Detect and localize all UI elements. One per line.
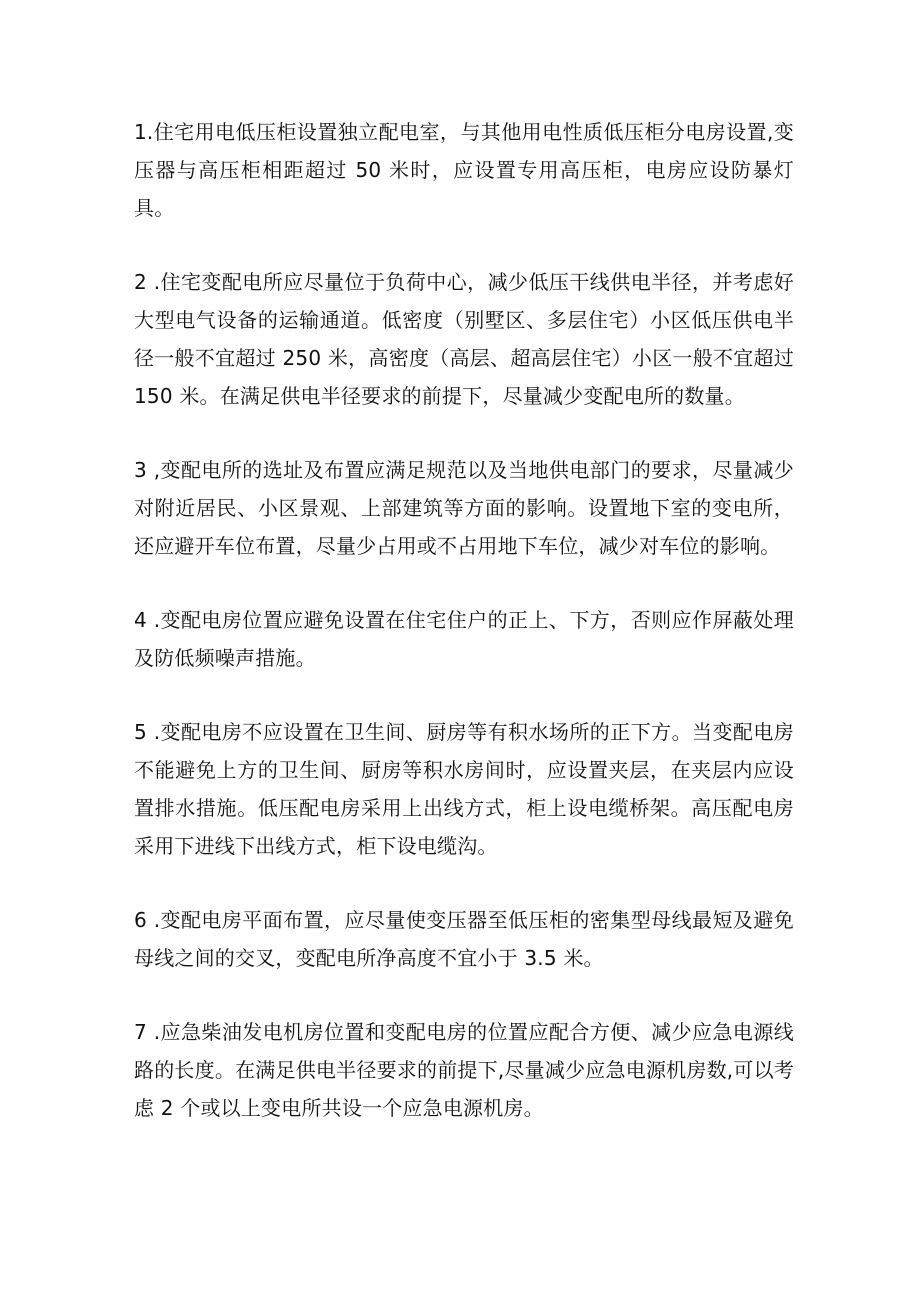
paragraph-7: 7 .应急柴油发电机房位置和变配电房的位置应配合方便、减少应急电源线路的长度。在满足供电半径要求的前提下,尽量减少应急电源机房数,可以考虑 2 个或以上变电所共设一个应急电源机房。	[134, 1020, 794, 1120]
paragraph-6: 6 .变配电房平面布置，应尽量使变压器至低压柜的密集型母线最短及避免母线之间的交叉，变配电所净高度不宜小于 3.5 米。	[134, 908, 794, 970]
paragraph-3: 3 ,变配电所的选址及布置应满足规范以及当地供电部门的要求，尽量减少对附近居民、小区景观、上部建筑等方面的影响。设置地下室的变电所，还应避开车位布置，尽量少占用或不占用地下车位，减少对车位的影响。	[134, 458, 794, 558]
paragraph-5: 5 .变配电房不应设置在卫生间、厨房等有积水场所的正下方。当变配电房不能避免上方的卫生间、厨房等积水房间时，应设置夹层，在夹层内应设置排水措施。低压配电房采用上出线方式，柜上设电缆桥架。高压配电房采用下进线下出线方式，柜下设电缆沟。	[134, 720, 794, 858]
paragraph-2: 2 .住宅变配电所应尽量位于负荷中心，减少低压干线供电半径，并考虑好大型电气设备的运输通道。低密度（别墅区、多层住宅）小区低压供电半径一般不宜超过 250 米，高密度（高层、超高层住宅）小区一般不宜超过 150 米。在满足供电半径要求的前提下，尽量减少变配电所的数量。	[134, 270, 794, 408]
paragraph-1: 1.住宅用电低压柜设置独立配电室，与其他用电性质低压柜分电房设置,变压器与高压柜相距超过 50 米时，应设置专用高压柜，电房应设防暴灯具。	[134, 120, 794, 220]
paragraph-4: 4 .变配电房位置应避免设置在住宅住户的正上、下方，否则应作屏蔽处理及防低频噪声措施。	[134, 608, 794, 670]
document-body	[134, 113, 794, 1163]
